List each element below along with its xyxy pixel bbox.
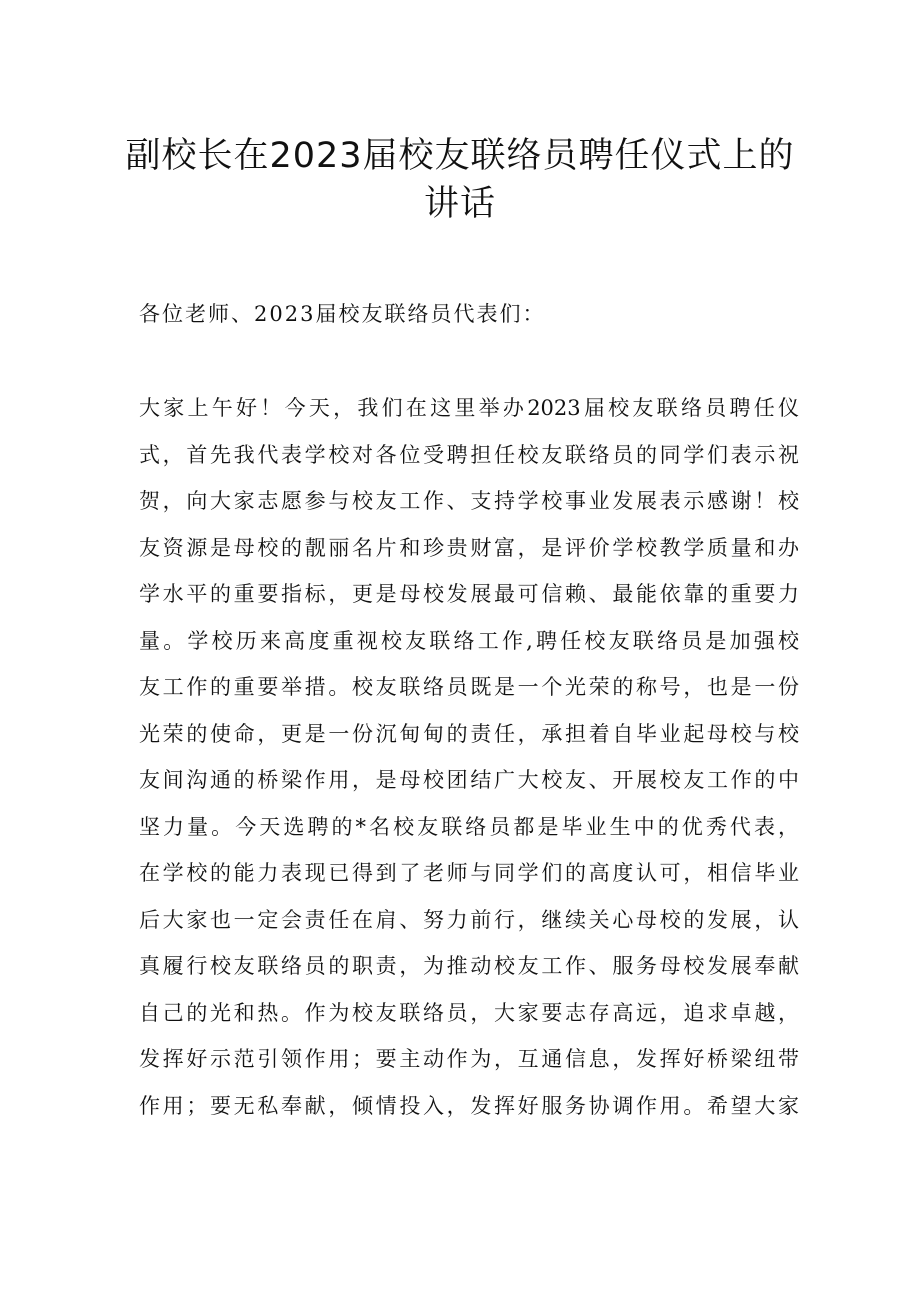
salutation: 各位老师、2023届校友联络员代表们： (139, 302, 546, 326)
body-line: 量。学校历来高度重视校友联络工作,聘任校友联络员是加强校 (139, 628, 799, 653)
body-line: 大家上午好！今天，我们在这里举办2023届校友联络员聘任仪 (139, 396, 799, 420)
title-line-1: 副校长在2023届校友联络员聘任仪式上的 (125, 136, 795, 176)
title-line-2: 讲话 (423, 184, 496, 224)
body-line: 友资源是母校的靓丽名片和珍贵财富，是评价学校教学质量和办 (139, 535, 799, 560)
body-line: 光荣的使命，更是一份沉甸甸的责任，承担着自毕业起母校与校 (139, 721, 799, 746)
body-line: 友工作的重要举措。校友联络员既是一个光荣的称号，也是一份 (139, 675, 799, 699)
body-line: 坚力量。今天选聘的*名校友联络员都是毕业生中的优秀代表， (139, 814, 799, 839)
body-line: 后大家也一定会责任在肩、努力前行，继续关心母校的发展，认 (139, 907, 799, 932)
body-line: 发挥好示范引领作用；要主动作为，互通信息，发挥好桥梁纽带 (139, 1047, 799, 1071)
body-line: 自己的光和热。作为校友联络员，大家要志存高远，追求卓越， (139, 1000, 799, 1025)
body-line: 友间沟通的桥梁作用，是母校团结广大校友、开展校友工作的中 (139, 768, 799, 792)
body-line: 学水平的重要指标，更是母校发展最可信赖、最能依靠的重要力 (139, 582, 799, 606)
speech-body (139, 390, 799, 1134)
body-line: 真履行校友联络员的职责，为推动校友工作、服务母校发展奉献 (139, 954, 799, 978)
document-title (0, 132, 920, 228)
body-line: 作用；要无私奉献，倾情投入，发挥好服务协调作用。希望大家 (139, 1093, 799, 1118)
body-line: 式，首先我代表学校对各位受聘担任校友联络员的同学们表示祝 (139, 442, 799, 467)
body-line: 贺，向大家志愿参与校友工作、支持学校事业发展表示感谢！校 (139, 489, 799, 513)
body-line: 在学校的能力表现已得到了老师与同学们的高度认可，相信毕业 (139, 861, 799, 885)
